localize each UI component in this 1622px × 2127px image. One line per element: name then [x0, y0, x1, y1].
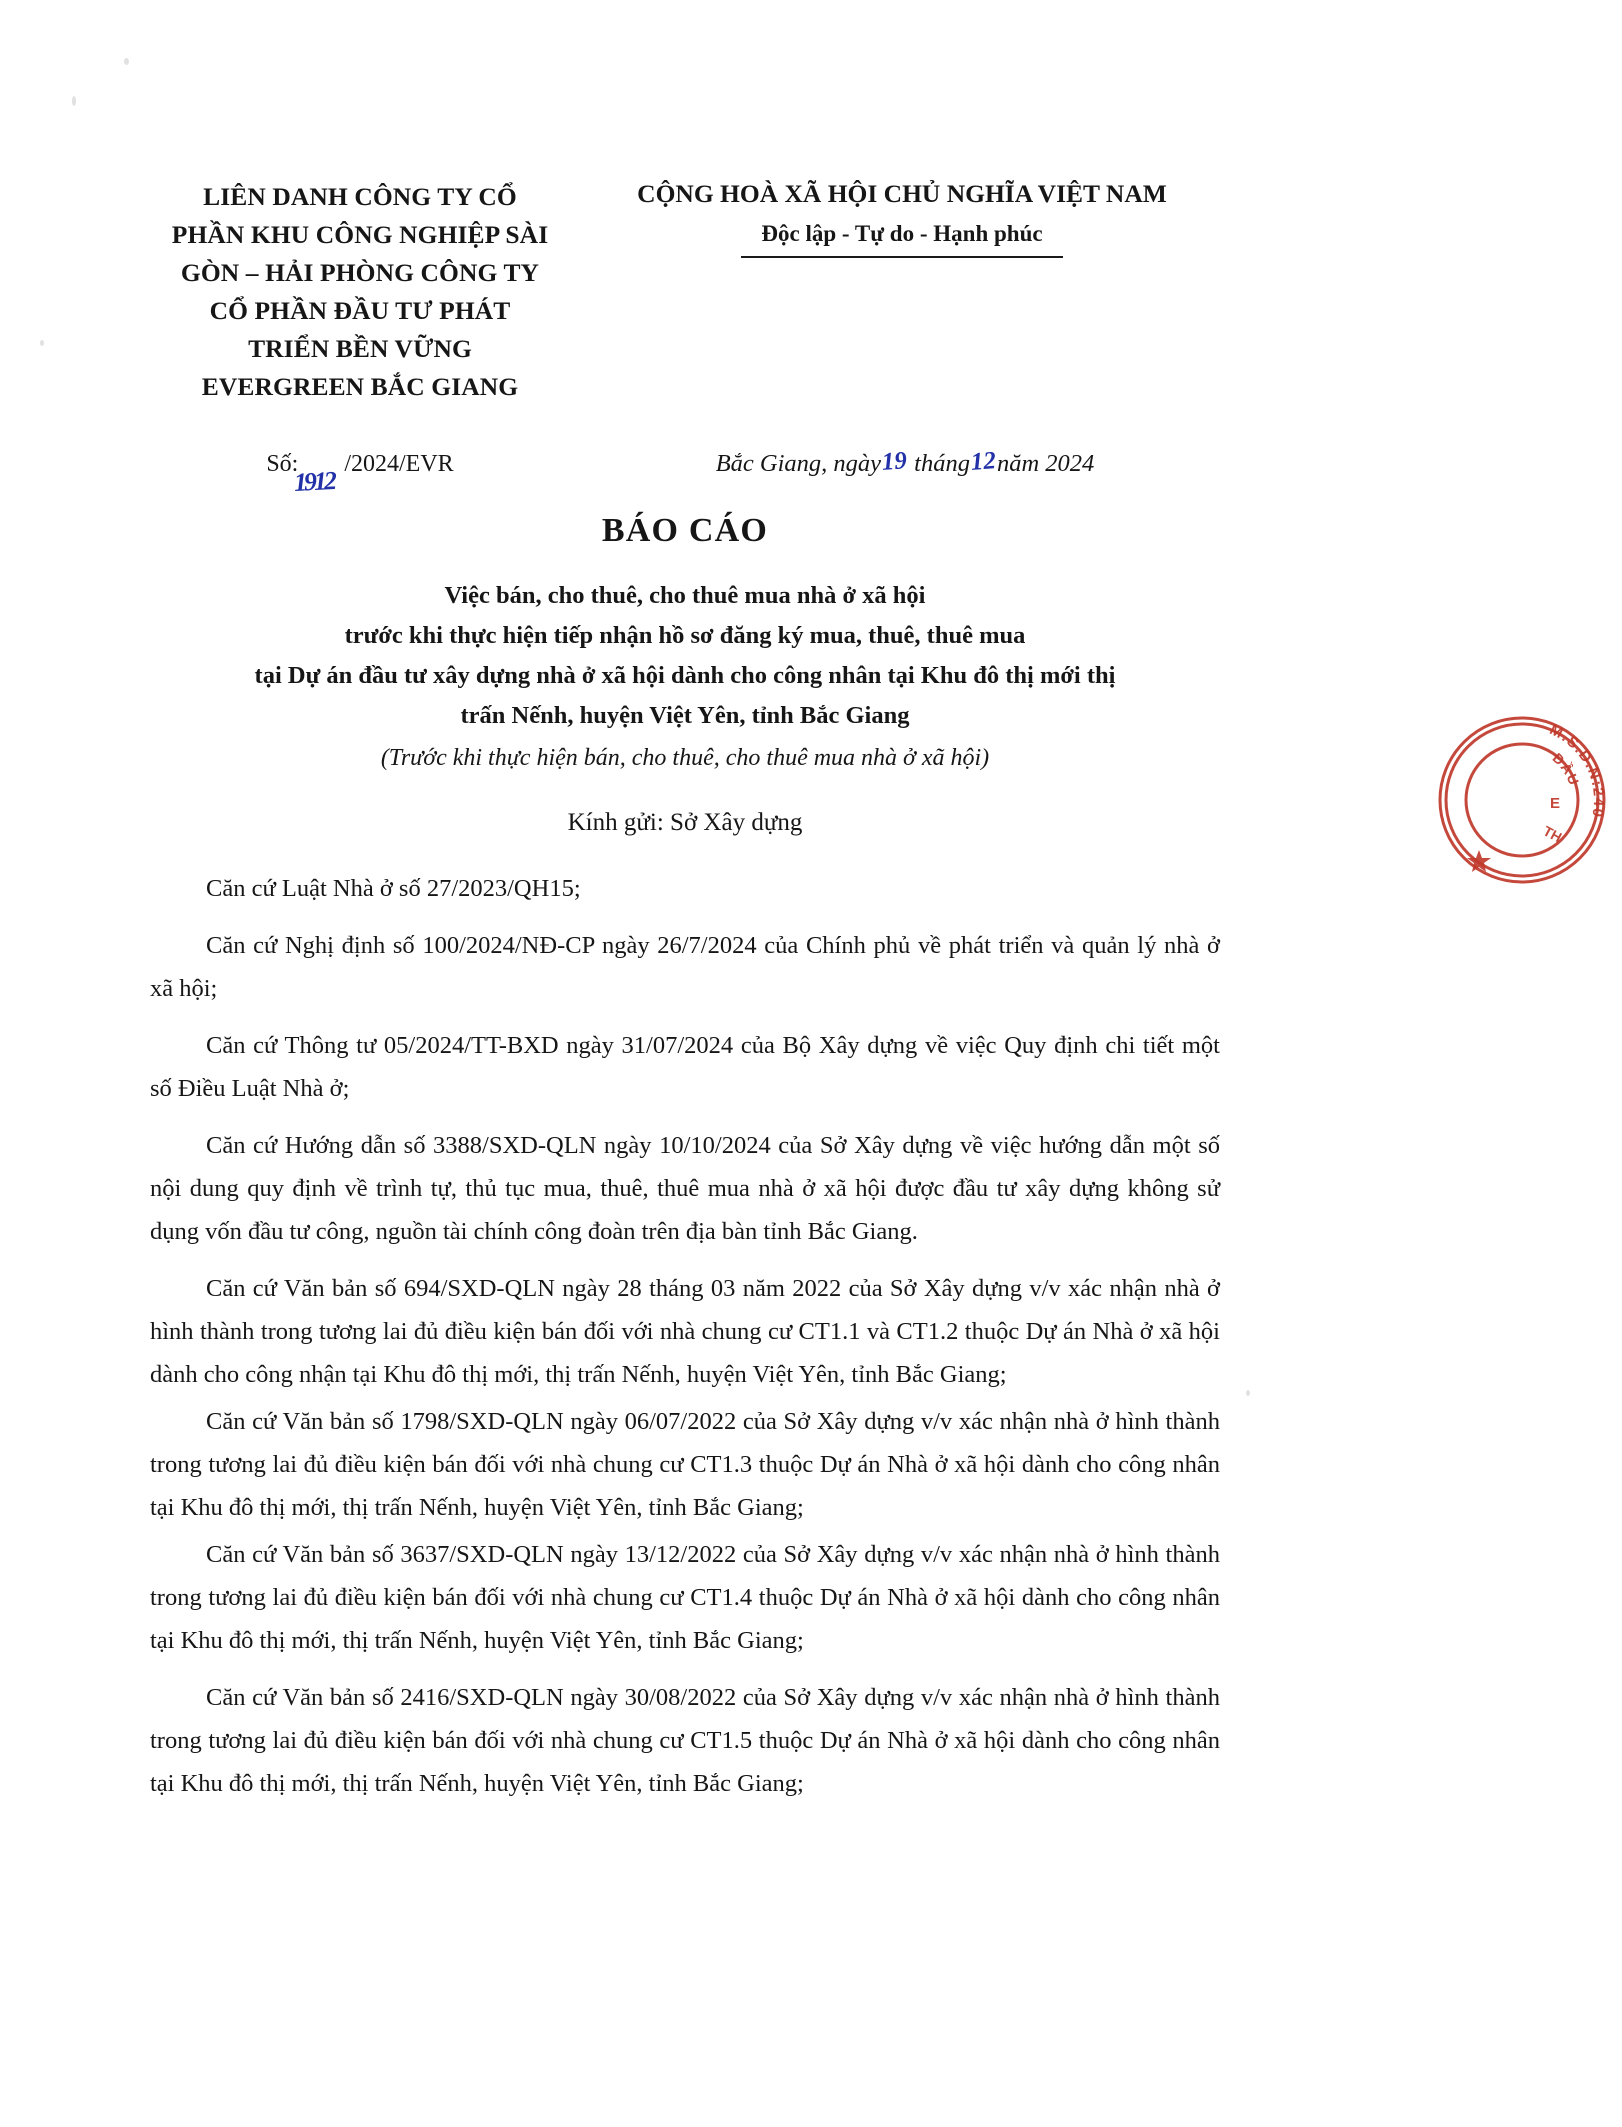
- scan-speck: [1246, 1390, 1250, 1396]
- document-subtitle: [150, 576, 1220, 777]
- svg-text:E: E: [1550, 795, 1561, 812]
- svg-text:M.S.D.N:240: M.S.D.N:240: [1546, 721, 1608, 820]
- organization-line: GÒN – HẢI PHÒNG CÔNG TY: [180, 258, 540, 287]
- scan-speck: [124, 58, 129, 65]
- date-month-handwritten: 12: [969, 447, 997, 476]
- national-title: CỘNG HOÀ XÃ HỘI CHỦ NGHĨA VIỆT NAM: [637, 179, 1167, 208]
- document-number: [150, 451, 570, 498]
- subtitle-note: (Trước khi thực hiện bán, cho thuê, cho thuê mua nhà ở xã hội): [380, 745, 990, 771]
- date-month-label: tháng: [914, 450, 970, 477]
- svg-text:TH: TH: [1540, 822, 1565, 846]
- document-number-suffix: /2024/EVR: [344, 451, 454, 477]
- organization-line: EVERGREEN BẮC GIANG: [201, 372, 519, 401]
- date-year-value: 2024: [1045, 450, 1095, 477]
- organization-line: LIÊN DANH CÔNG TY CỔ: [203, 182, 517, 211]
- subtitle-line: Việc bán, cho thuê, cho thuê mua nhà ở xã hội: [444, 582, 926, 609]
- body-paragraph: Căn cứ Văn bản số 1798/SXD-QLN ngày 06/07/2022 của Sở Xây dựng v/v xác nhận nhà ở hình thành trong tương lai đủ điều kiện bán đối với nhà chung cư CT1.3 thuộc Dự án Nhà ở xã hội dành cho công nhân tại Khu đô thị mới, thị trấn Nếnh, huyện Việt Yên, tỉnh Bắc Giang;: [150, 1408, 1220, 1521]
- recipient-line: Kính gửi: Sở Xây dựng: [567, 809, 803, 836]
- document-meta-row: [150, 447, 1220, 498]
- page-title: BÁO CÁO: [601, 512, 769, 549]
- organization-line: TRIỂN BỀN VỮNG: [248, 334, 472, 363]
- organization-line: PHẦN KHU CÔNG NGHIỆP SÀI: [171, 220, 549, 249]
- subtitle-line: trấn Nếnh, huyện Việt Yên, tỉnh Bắc Giang: [460, 702, 910, 729]
- svg-text:ĐẦU: ĐẦU: [1549, 749, 1583, 789]
- letterhead: [150, 0, 1220, 406]
- date-day-handwritten: 19: [880, 447, 908, 476]
- date-year-label: năm: [996, 450, 1040, 477]
- scan-speck: [72, 96, 76, 106]
- subtitle-line: trước khi thực hiện tiếp nhận hồ sơ đăng ký mua, thuê, thuê mua: [344, 622, 1026, 649]
- motto-divider: [741, 256, 1063, 258]
- body-paragraph: Căn cứ Luật Nhà ở số 27/2023/QH15;: [206, 875, 581, 902]
- organization-line: CỔ PHẦN ĐẦU TƯ PHÁT: [209, 296, 511, 325]
- organization-name: [150, 178, 570, 406]
- body-paragraph: Căn cứ Hướng dẫn số 3388/SXD-QLN ngày 10/10/2024 của Sở Xây dựng về việc hướng dẫn một số nội dung quy định về trình tự, thủ tục mua, thuê, thuê mua nhà ở xã hội được đầu tư xây dựng không sử dụng vốn đầu tư công, nguồn tài chính công đoàn trên địa bàn tỉnh Bắc Giang.: [150, 1132, 1220, 1245]
- body-paragraph: Căn cứ Văn bản số 3637/SXD-QLN ngày 13/12/2022 của Sở Xây dựng v/v xác nhận nhà ở hình thành trong tương lai đủ điều kiện bán đối với nhà chung cư CT1.4 thuộc Dự án Nhà ở xã hội dành cho công nhân tại Khu đô thị mới, thị trấn Nếnh, huyện Việt Yên, tỉnh Bắc Giang;: [150, 1541, 1220, 1654]
- body-paragraph: Căn cứ Văn bản số 2416/SXD-QLN ngày 30/08/2022 của Sở Xây dựng v/v xác nhận nhà ở hình thành trong tương lai đủ điều kiện bán đối với nhà chung cư CT1.5 thuộc Dự án Nhà ở xã hội dành cho công nhân tại Khu đô thị mới, thị trấn Nếnh, huyện Việt Yên, tỉnh Bắc Giang;: [150, 1684, 1220, 1797]
- document-body: [150, 867, 1220, 1805]
- national-heading: [570, 178, 1220, 258]
- subtitle-line: tại Dự án đầu tư xây dựng nhà ở xã hội dành cho công nhân tại Khu đô thị mới thị: [254, 662, 1116, 689]
- scan-speck: [40, 340, 44, 346]
- national-motto: Độc lập - Tự do - Hạnh phúc: [761, 221, 1043, 246]
- official-seal-stamp: [1422, 700, 1622, 900]
- document-number-label: Số:: [266, 451, 299, 477]
- document-number-handwritten: 1912: [293, 465, 336, 498]
- body-paragraph: Căn cứ Nghị định số 100/2024/NĐ-CP ngày 26/7/2024 của Chính phủ về phát triển và quản lý nhà ở xã hội;: [150, 932, 1220, 1002]
- document-content: [150, 0, 1220, 1809]
- place-and-date: [570, 447, 1220, 478]
- body-paragraph: Căn cứ Văn bản số 694/SXD-QLN ngày 28 tháng 03 năm 2022 của Sở Xây dựng v/v xác nhận nhà ở hình thành trong tương lai đủ điều kiện bán đối với nhà chung cư CT1.1 và CT1.2 thuộc Dự án Nhà ở xã hội dành cho công nhận tại Khu đô thị mới, thị trấn Nếnh, huyện Việt Yên, tỉnh Bắc Giang;: [150, 1275, 1220, 1388]
- place-date-prefix: Bắc Giang, ngày: [715, 450, 882, 477]
- body-paragraph: Căn cứ Thông tư 05/2024/TT-BXD ngày 31/07/2024 của Bộ Xây dựng về việc Quy định chi tiết một số Điều Luật Nhà ở;: [150, 1032, 1220, 1102]
